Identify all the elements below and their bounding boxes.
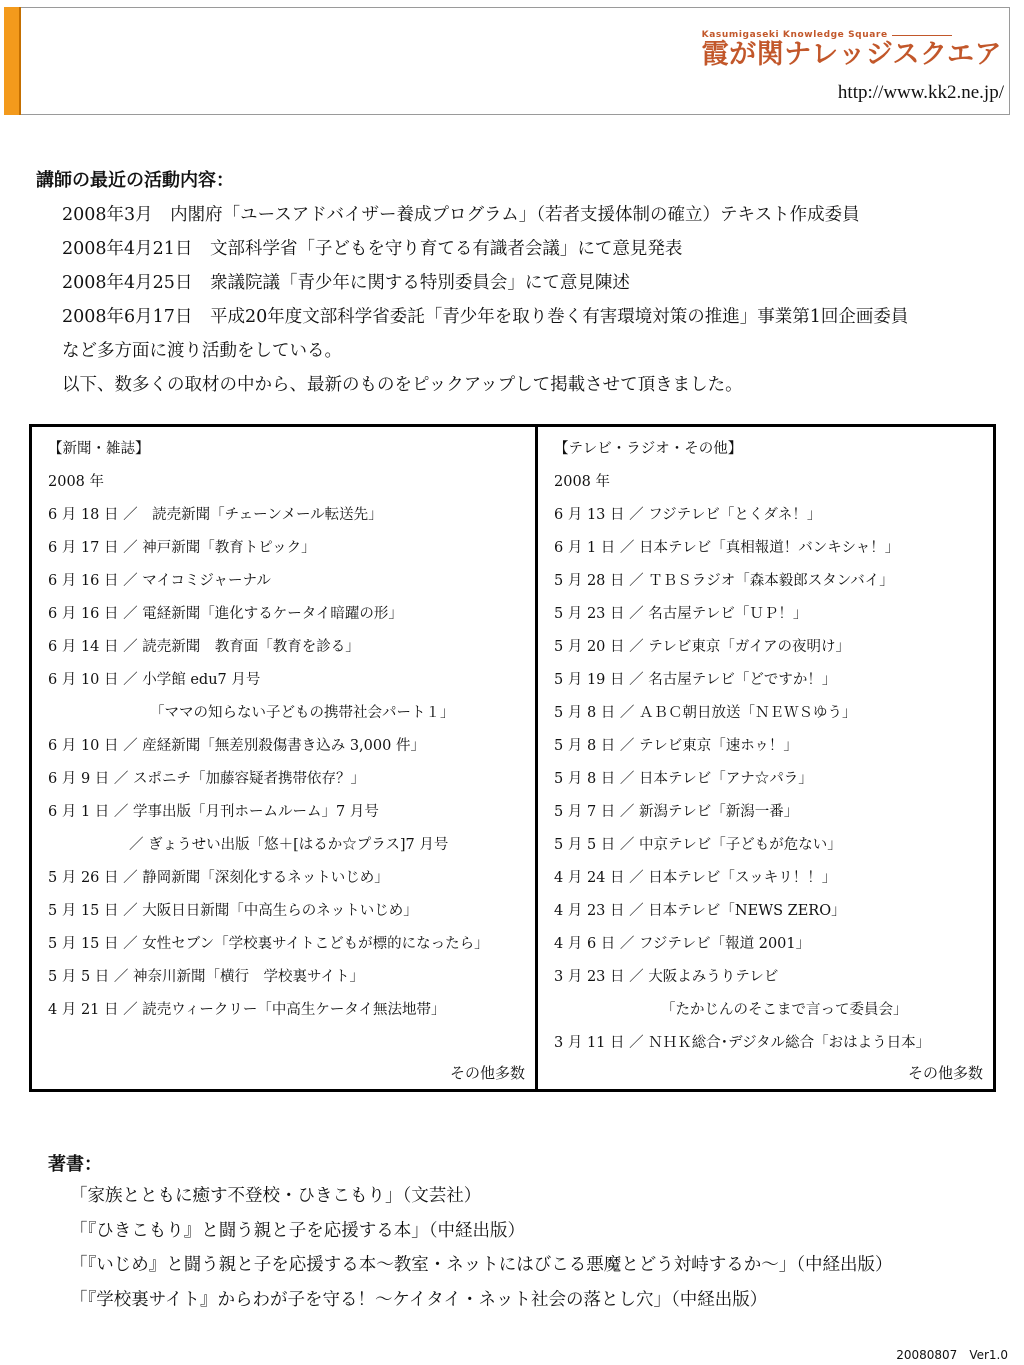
books-list <box>70 1179 990 1317</box>
print-media-item: 6 月 10 日 ／ 産経新聞「無差別殺傷書き込み 3,000 件」 <box>48 738 425 754</box>
broadcast-media-heading: 【テレビ・ラジオ・その他】 <box>554 441 743 457</box>
broadcast-media-item: 5 月 28 日 ／ ＴＢＳラジオ「森本毅郎スタンバイ」 <box>554 573 894 589</box>
logo-subtitle-rule <box>892 35 952 36</box>
activities-list <box>62 198 1012 402</box>
broadcast-media-item: 5 月 23 日 ／ 名古屋テレビ「ＵＰ！」 <box>554 606 808 622</box>
activities-heading: 講師の最近の活動内容： <box>36 170 234 191</box>
broadcast-media-more: その他多数 <box>907 1064 983 1082</box>
logo-subtitle: Kasumigaseki Knowledge Square <box>701 30 888 40</box>
print-media-item: 6 月 1 日 ／ 学事出版「月刊ホームルーム」7 月号 <box>48 804 379 820</box>
logo-title: 霞が関ナレッジスクエア <box>701 39 1002 70</box>
print-media-item: 6 月 16 日 ／ 電経新聞「進化するケータイ暗躍の形」 <box>48 606 403 622</box>
print-media-item: 6 月 18 日 ／ 読売新聞「チェーンメール転送先」 <box>48 507 383 523</box>
book-title: 「『ひきこもり』と闘う親と子を応援する本」（中経出版） <box>70 1220 525 1241</box>
print-media-item: 5 月 15 日 ／ 女性セブン「学校裏サイトこどもが標的になったら」 <box>48 936 489 952</box>
broadcast-media-item: 5 月 20 日 ／ テレビ東京「ガイアの夜明け」 <box>554 639 851 655</box>
broadcast-media-item: 3 月 11 日 ／ ＮＨＫ総合･デジタル総合「おはよう日本」 <box>554 1035 931 1051</box>
print-media-item-continued: 「ママの知らない子どもの携帯社会パート１」 <box>150 705 455 721</box>
print-media-item: 6 月 16 日 ／ マイコミジャーナル <box>48 573 271 589</box>
broadcast-media-item: 4 月 6 日 ／ フジテレビ「報道 2001」 <box>554 936 811 952</box>
print-media-item: 5 月 5 日 ／ 神奈川新聞「横行 学校裏サイト」 <box>48 969 364 985</box>
broadcast-media-year: 2008 年 <box>554 474 611 490</box>
header-accent-stripe <box>4 7 19 115</box>
version-label: 20080807 Ver1.0 <box>896 1348 1008 1362</box>
activity-line: 2008年4月25日 衆議院議「青少年に関する特別委員会」にて意見陳述 <box>62 273 630 293</box>
header-accent-stripe-edge <box>19 7 21 115</box>
print-media-item: 5 月 26 日 ／ 静岡新聞「深刻化するネットいじめ」 <box>48 870 389 886</box>
print-media-item: 6 月 10 日 ／ 小学館 edu7 月号 <box>48 672 261 688</box>
print-media-item: 5 月 15 日 ／ 大阪日日新聞「中高生らのネットいじめ」 <box>48 903 418 919</box>
books-heading: 著書： <box>48 1154 102 1175</box>
print-media-item: 6 月 9 日 ／ スポニチ「加藤容疑者携帯依存？」 <box>48 771 365 787</box>
logo <box>702 30 1002 71</box>
broadcast-media-item-continued: 「たかじんのそこまで言って委員会」 <box>661 1002 908 1018</box>
broadcast-media-item: 5 月 8 日 ／ 日本テレビ「アナ☆パラ」 <box>554 771 813 787</box>
broadcast-media-column <box>538 427 993 1089</box>
print-media-item-continued: ／ ぎょうせい出版「悠＋[はるか☆プラス]7 月号 <box>129 837 449 853</box>
broadcast-media-item: 5 月 7 日 ／ 新潟テレビ「新潟一番」 <box>554 804 799 820</box>
print-media-item: 6 月 14 日 ／ 読売新聞 教育面「教育を診る」 <box>48 639 360 655</box>
print-media-item: 4 月 21 日 ／ 読売ウィークリー「中高生ケータイ無法地帯」 <box>48 1002 446 1018</box>
activity-line: 以下、数多くの取材の中から、最新のものをピックアップして掲載させて頂きました。 <box>62 375 743 395</box>
broadcast-media-item: 4 月 23 日 ／ 日本テレビ「NEWS ZERO」 <box>554 903 846 919</box>
broadcast-media-item: 5 月 19 日 ／ 名古屋テレビ「どですか！」 <box>554 672 837 688</box>
print-media-column <box>32 427 538 1089</box>
print-media-heading: 【新聞・雑誌】 <box>48 441 150 457</box>
activity-line: 2008年4月21日 文部科学省「子どもを守り育てる有識者会議」にて意見発表 <box>62 239 683 259</box>
broadcast-media-item: 5 月 8 日 ／ ＡＢＣ朝日放送「ＮＥＷＳゆう」 <box>554 705 857 721</box>
print-media-item: 6 月 17 日 ／ 神戸新聞「教育トピック」 <box>48 540 316 556</box>
broadcast-media-item: 3 月 23 日 ／ 大阪よみうりテレビ <box>554 969 779 985</box>
book-title: 「『学校裏サイト』からわが子を守る！～ケイタイ・ネット社会の落とし穴」（中経出版） <box>70 1289 768 1310</box>
book-title: 「『いじめ』と闘う親と子を応援する本～教室・ネットにはびこる悪魔とどう対峙するか～」（中経出版） <box>70 1255 893 1275</box>
media-coverage-table <box>29 424 996 1092</box>
broadcast-media-item: 6 月 13 日 ／ フジテレビ「とくダネ！」 <box>554 507 822 523</box>
book-title: 「家族とともに癒す不登校・ひきこもり」（文芸社） <box>70 1186 482 1206</box>
activity-line: 2008年6月17日 平成20年度文部科学省委託「青少年を取り巻く有害環境対策の推進」事業第1回企画委員 <box>62 307 909 327</box>
activity-line: など多方面に渡り活動をしている。 <box>62 341 342 361</box>
print-media-more: その他多数 <box>449 1064 525 1082</box>
broadcast-media-item: 4 月 24 日 ／ 日本テレビ「スッキリ！！」 <box>554 870 837 886</box>
print-media-year: 2008 年 <box>48 474 105 490</box>
broadcast-media-item: 5 月 5 日 ／ 中京テレビ「子どもが危ない」 <box>554 837 842 853</box>
broadcast-media-item: 5 月 8 日 ／ テレビ東京「速ホゥ！」 <box>554 738 798 754</box>
activity-line: 2008年3月 内閣府「ユースアドバイザー養成プログラム」（若者支援体制の確立）テキスト作成委員 <box>62 205 860 225</box>
site-url: http://www.kk2.ne.jp/ <box>837 82 1004 103</box>
broadcast-media-item: 6 月 1 日 ／ 日本テレビ「真相報道！バンキシャ！」 <box>554 540 900 556</box>
